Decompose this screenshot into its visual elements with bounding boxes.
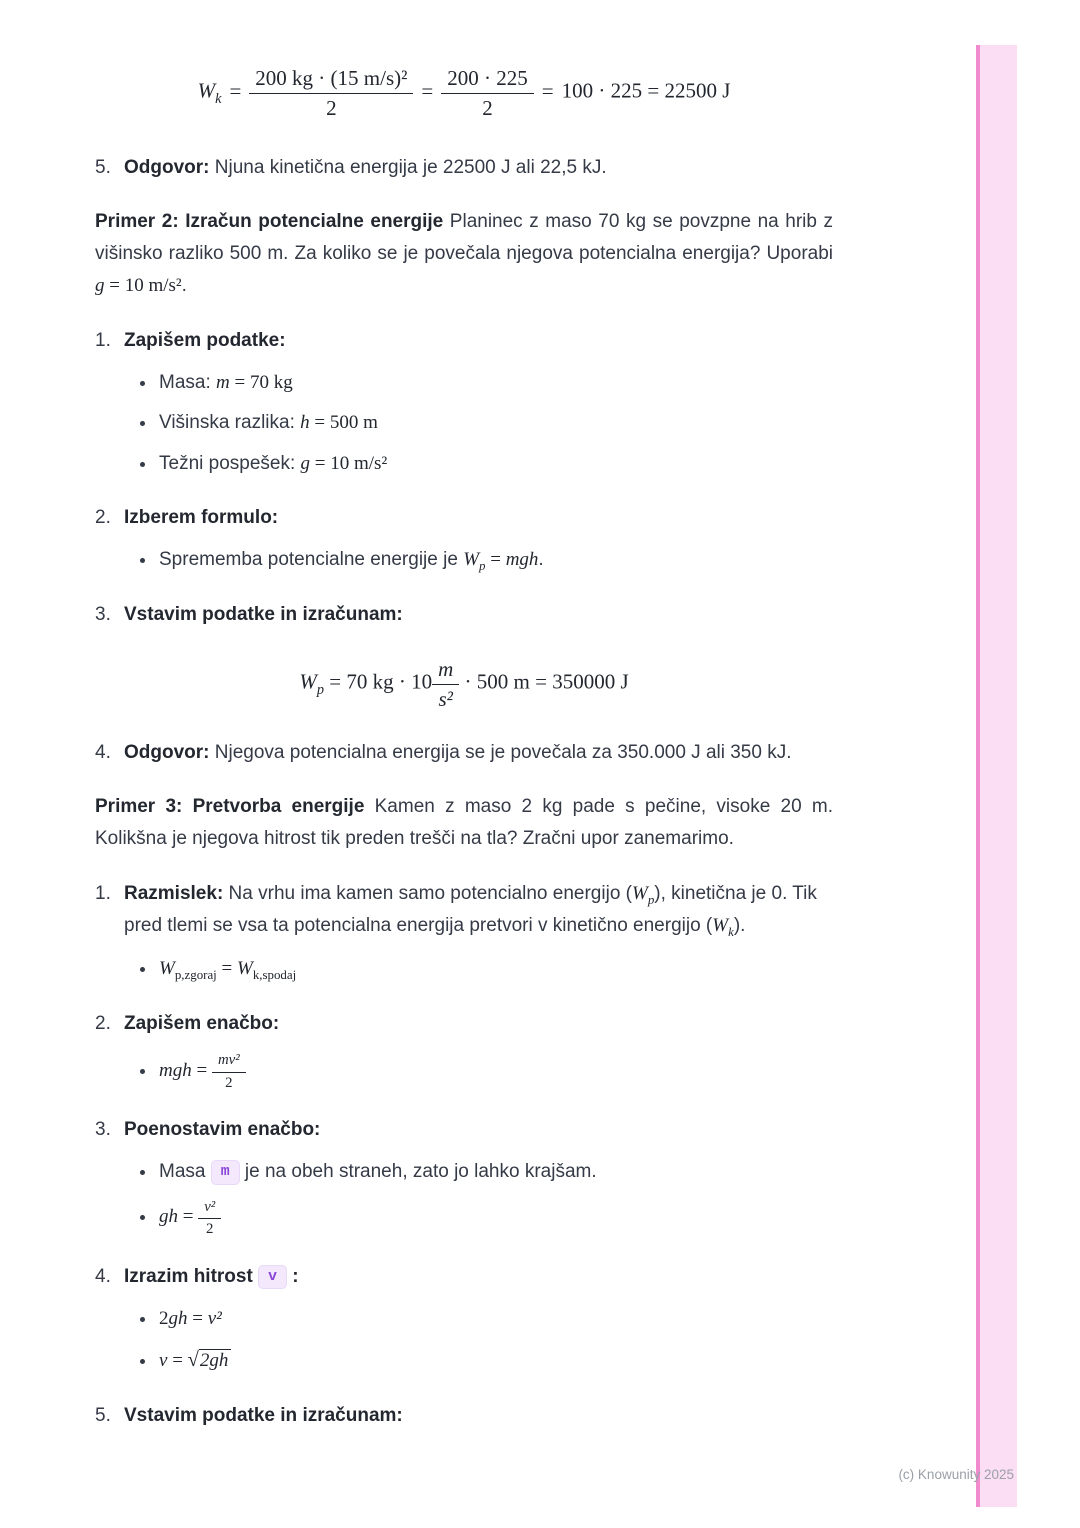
math-variable: W [197,78,216,103]
bullet-item-visinska-razlika [157,407,833,439]
math-variable: W [632,882,648,904]
variable-badge-m: m [211,1160,240,1185]
math-expression: v² [207,1308,222,1330]
equation-potential-energy [95,655,833,713]
bullet-item-mgh-equation [157,1050,833,1092]
list-number: 2. [95,506,111,528]
denominator: 2 [206,1221,214,1238]
bullet-item-energy-equality [157,953,833,986]
list-number: 1. [95,882,111,904]
math-variable: h [300,412,310,434]
math-subscript: p,zgoraj [174,966,217,982]
equals-sign: = [167,1350,188,1372]
list-item-razmislek [95,878,833,944]
fraction [249,64,413,122]
math-text: = 70 kg · 10 [324,669,433,694]
list-item-step [95,325,833,357]
math-expression: mgh [505,549,539,571]
list-number: 3. [95,603,111,625]
list-number: 4. [95,1265,111,1287]
math-subscript: k [215,90,222,107]
inline-math [301,453,388,474]
denominator: s² [438,687,453,712]
step-title: Izberem formulo: [124,506,279,528]
inline-math [300,412,378,433]
math-subscript: p [647,891,655,907]
step-title: Zapišem enačbo: [124,1012,280,1034]
enacba-bullet-list [95,1050,833,1092]
math-variable: g [95,275,105,297]
item-text: je na obeh straneh, zato jo lahko krajšam. [239,1161,597,1183]
denominator: 2 [326,96,337,121]
list-item-body [124,878,833,944]
inline-math [159,1052,246,1091]
highlight-stripe [976,45,1017,1507]
inline-math [463,549,539,573]
fraction [198,1197,221,1239]
step-text: Na vrhu ima kamen samo potencialno energijo ( [223,882,632,904]
inline-math [95,275,182,296]
bullet-item-2gh-equation [157,1303,833,1335]
denominator: 2 [225,1074,233,1091]
bullet-item-v-sqrt-equation [157,1343,833,1378]
math-text: = 10 m/s² [104,275,182,297]
list-item-step [95,599,833,631]
inline-math [712,915,734,940]
equals-sign: = [178,1206,199,1228]
math-subscript: k,spodaj [252,966,297,982]
step-title: Vstavim podatke in izračunam: [124,603,403,625]
primer3-title: Primer 3: Pretvorba energije [95,796,365,818]
list-item-body [124,152,833,184]
primer3-paragraph [95,791,833,856]
hitrost-bullet-list [95,1303,833,1378]
equals-sign: = [541,78,554,103]
inline-math [159,958,297,982]
list-item-step [95,502,833,534]
list-item-step [95,1008,833,1040]
step-title-colon: : [292,1265,299,1287]
variable-badge-v: v [258,1265,287,1290]
fraction [212,1050,246,1092]
math-text: = 70 kg [229,371,293,393]
numerator: m [432,655,459,685]
bullet-item-masa [157,367,833,399]
math-subscript: k [728,924,734,940]
inline-math [159,1198,221,1238]
sqrt-sign: √ [187,1349,199,1372]
bullet-item-tezni-pospesek [157,448,833,480]
item-label: Višinska razlika: [159,412,301,434]
step-title: Razmislek: [124,882,224,904]
fraction [441,64,534,122]
numerator: 200 · 225 [441,64,534,94]
sentence-period: . [181,275,187,297]
item-label: Masa: [159,371,217,393]
equals-sign: = [421,78,434,103]
step-text: ), kinetična je 0. Tik pred tlemi se vsa ta potencialna energija pretvori v kinetično energijo ( [124,882,817,937]
bullet-item-formula [157,544,833,577]
list-item-step [95,1114,833,1146]
primer2-paragraph [95,206,833,303]
math-text: = 500 m [309,412,378,434]
list-number: 3. [95,1119,111,1141]
math-text: = 10 m/s² [310,452,388,474]
math-expression: gh [168,1308,188,1330]
bullet-item-masa-krajsanje [157,1156,833,1188]
math-subscript: p [479,557,486,573]
item-text: Masa [159,1161,211,1183]
step-title: Zapišem podatke: [124,329,286,351]
answer-text: Njegova potencialna energija se je povečala za 350.000 J ali 350 kJ. [209,741,792,763]
equation-kinetic-energy [95,64,833,122]
step-text: ). [733,915,746,937]
inline-math [216,372,293,393]
list-number: 5. [95,156,111,178]
equals-sign: = [191,1059,212,1081]
answer-label: Odgovor: [124,741,210,763]
math-variable: W [159,958,175,980]
list-number: 2. [95,1012,111,1034]
stripe-accent-line [976,45,980,1507]
list-item-step [95,1261,833,1293]
primer2-body: Planinec z maso 70 kg se povzpne na hrib z višinsko razliko 500 m. Za koliko se je povečala njegova potencialna energija? Uporabi [95,210,833,265]
answer-label: Odgovor: [124,156,210,178]
numerator: mv² [212,1050,246,1073]
copyright-watermark: (c) Knowunity 2025 [898,1467,1014,1482]
fraction [432,655,459,713]
equation-result: · 500 m = 350000 J [459,669,629,694]
list-number: 1. [95,329,111,351]
razmislek-bullet-list [95,953,833,986]
numerator: v² [198,1197,221,1220]
math-subscript: p [316,681,325,698]
list-item-answer-1 [95,152,833,184]
step-title: Izrazim hitrost [124,1265,253,1287]
data-bullet-list [95,367,833,480]
list-item-body [124,737,833,769]
math-variable: W [712,915,729,937]
document-content [95,44,833,1443]
primer2-title: Primer 2: Izračun potencialne energije [95,210,444,232]
list-number: 5. [95,1405,111,1427]
list-item-step [95,1400,833,1432]
math-coefficient: 2 [159,1308,169,1330]
math-variable: g [300,452,311,474]
sentence-period: . [538,549,544,571]
math-expression: mgh [159,1059,192,1081]
formula-bullet-list [95,544,833,577]
math-variable: W [299,669,317,694]
math-variable: m [216,371,230,393]
list-number: 4. [95,741,111,763]
equals-sign: = [216,958,237,980]
item-label: Težni pospešek: [159,452,301,474]
math-variable: v [159,1350,168,1372]
inline-math [632,882,655,907]
numerator: 200 kg · (15 m/s)² [249,64,413,94]
list-item-answer-2 [95,737,833,769]
radicand: 2gh [199,1349,232,1371]
step-title: Vstavim podatke in izračunam: [124,1405,403,1427]
math-variable: W [463,549,480,571]
equals-sign: = [187,1308,208,1330]
equals-sign: = [485,549,506,571]
math-variable: W [236,958,253,980]
primer3-body: Kamen z maso 2 kg pade s pečine, visoke 20 m. Kolikšna je njegova hitrost tik preden trešči na tla? Zračni upor zanemarimo. [95,796,833,850]
equals-sign: = [229,78,242,103]
denominator: 2 [482,96,493,121]
step-title: Poenostavim enačbo: [124,1119,321,1141]
inline-math [159,1350,231,1371]
item-text: Sprememba potencialne energije je [159,549,464,571]
poenostavim-bullet-list [95,1156,833,1238]
equation-result: 100 · 225 = 22500 J [561,78,731,103]
bullet-item-gh-equation [157,1197,833,1239]
inline-math [159,1308,222,1329]
answer-text: Njuna kinetična energija je 22500 J ali 22,5 kJ. [209,156,607,178]
math-expression: gh [159,1206,178,1228]
